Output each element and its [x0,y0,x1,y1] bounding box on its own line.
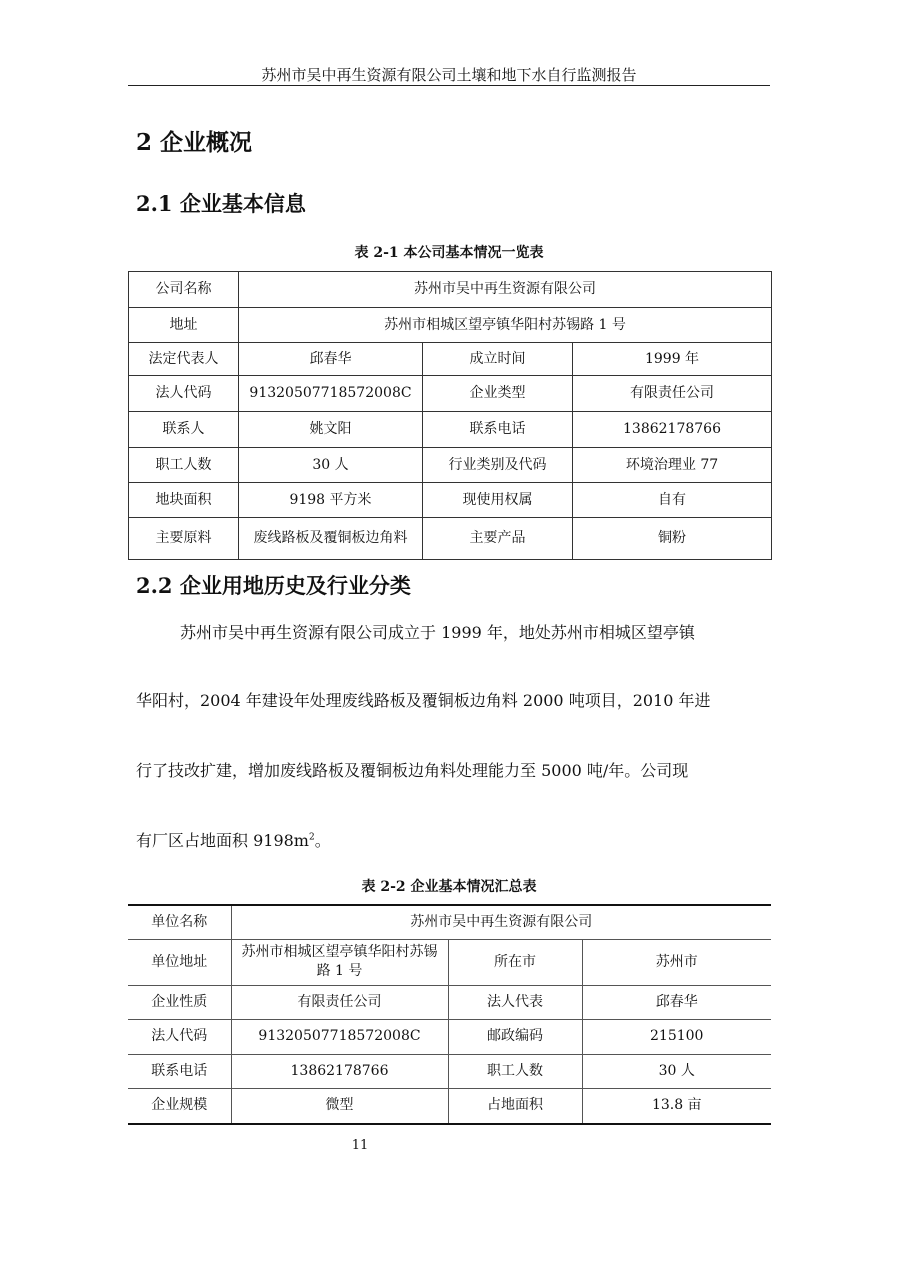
table-cell-label: 公司名称 [129,272,239,308]
table-cell-value: 姚文阳 [239,412,423,448]
table-cell-label: 邮政编码 [448,1019,582,1054]
table-row [129,308,772,343]
table-row [128,1088,771,1124]
paragraph-line: 华阳村，2004 年建设年处理废线路板及覆铜板边角料 2000 吨项目，2010 年进 [136,691,711,710]
table-cell-value: 13862178766 [573,412,772,448]
paragraph-line: 苏州市吴中再生资源有限公司成立于 1999 年，地处苏州市相城区望亭镇 [180,623,695,642]
table-row [128,939,771,985]
table-2-1 [128,271,772,560]
table-cell-label: 法人代码 [129,376,239,412]
section-heading-2-2: 2.2 企业用地历史及行业分类 [136,573,411,598]
table-cell-value: 1999 年 [573,343,772,376]
table-cell-value: 苏州市吴中再生资源有限公司 [239,272,772,308]
table-cell-value: 有限责任公司 [231,985,448,1019]
table-cell-value: 30 人 [239,448,423,483]
page-number: 11 [351,1138,369,1153]
table-row [128,1019,771,1054]
table-row [129,343,772,376]
table-cell-label: 单位名称 [128,905,231,939]
table-cell-label: 占地面积 [448,1088,582,1124]
table-cell-label: 单位地址 [128,939,231,985]
table-cell-label: 主要产品 [423,518,573,560]
paragraph-line: 行了技改扩建，增加废线路板及覆铜板边角料处理能力至 5000 吨/年。公司现 [136,761,689,780]
table-cell-value: 30 人 [582,1054,771,1088]
table-row [129,483,772,518]
table-cell-label: 地块面积 [129,483,239,518]
table-cell-value: 邱春华 [582,985,771,1019]
paragraph-line-end: 。 [314,831,331,850]
table-cell-value: 13.8 亩 [582,1088,771,1124]
section-heading-2: 2 企业概况 [136,129,253,156]
table-cell-label: 法人代码 [128,1019,231,1054]
table-cell-label: 企业规模 [128,1088,231,1124]
report-header-title: 苏州市吴中再生资源有限公司土壤和地下水自行监测报告 [261,66,637,84]
table-cell-label: 联系电话 [128,1054,231,1088]
table-2-2-caption: 表 2-2 企业基本情况汇总表 [361,879,537,895]
header-rule [128,85,770,86]
table-row [129,518,772,560]
table-cell-value: 铜粉 [573,518,772,560]
table-cell-value: 13862178766 [231,1054,448,1088]
table-cell-label: 所在市 [448,939,582,985]
table-2-2 [128,904,771,1125]
table-cell-value: 苏州市相城区望亭镇华阳村苏锡路 1 号 [239,308,772,343]
paragraph-line-last [136,828,331,851]
table-cell-label: 成立时间 [423,343,573,376]
table-cell-label: 联系电话 [423,412,573,448]
table-cell-value: 邱春华 [239,343,423,376]
table-cell-label: 法定代表人 [129,343,239,376]
table-cell-label: 职工人数 [448,1054,582,1088]
table-cell-value: 苏州市吴中再生资源有限公司 [231,905,771,939]
table-row [128,1054,771,1088]
table-cell-label: 主要原料 [129,518,239,560]
table-cell-value: 91320507718572008C [231,1019,448,1054]
table-row [128,985,771,1019]
section-heading-2-1: 2.1 企业基本信息 [136,191,306,216]
table-cell-value: 苏州市相城区望亭镇华阳村苏锡路 1 号 [231,939,448,985]
table-cell-value: 有限责任公司 [573,376,772,412]
table-row [129,412,772,448]
table-cell-value: 微型 [231,1088,448,1124]
table-row [128,905,771,939]
table-cell-value: 自有 [573,483,772,518]
table-2-1-caption: 表 2-1 本公司基本情况一览表 [354,245,544,261]
table-cell-value: 9198 平方米 [239,483,423,518]
table-row [129,272,772,308]
paragraph-line-text: 有厂区占地面积 9198m [136,831,309,850]
table-cell-label: 现使用权属 [423,483,573,518]
table-cell-value: 苏州市 [582,939,771,985]
table-cell-value: 废线路板及覆铜板边角料 [239,518,423,560]
table-cell-label: 地址 [129,308,239,343]
superscript-2: 2 [308,832,315,843]
table-cell-value: 215100 [582,1019,771,1054]
table-cell-label: 企业类型 [423,376,573,412]
table-cell-label: 企业性质 [128,985,231,1019]
table-cell-label: 行业类别及代码 [423,448,573,483]
table-row [129,376,772,412]
table-row [129,448,772,483]
table-cell-value: 环境治理业 77 [573,448,772,483]
table-cell-value: 91320507718572008C [239,376,423,412]
table-cell-label: 联系人 [129,412,239,448]
table-cell-label: 法人代表 [448,985,582,1019]
table-cell-label: 职工人数 [129,448,239,483]
